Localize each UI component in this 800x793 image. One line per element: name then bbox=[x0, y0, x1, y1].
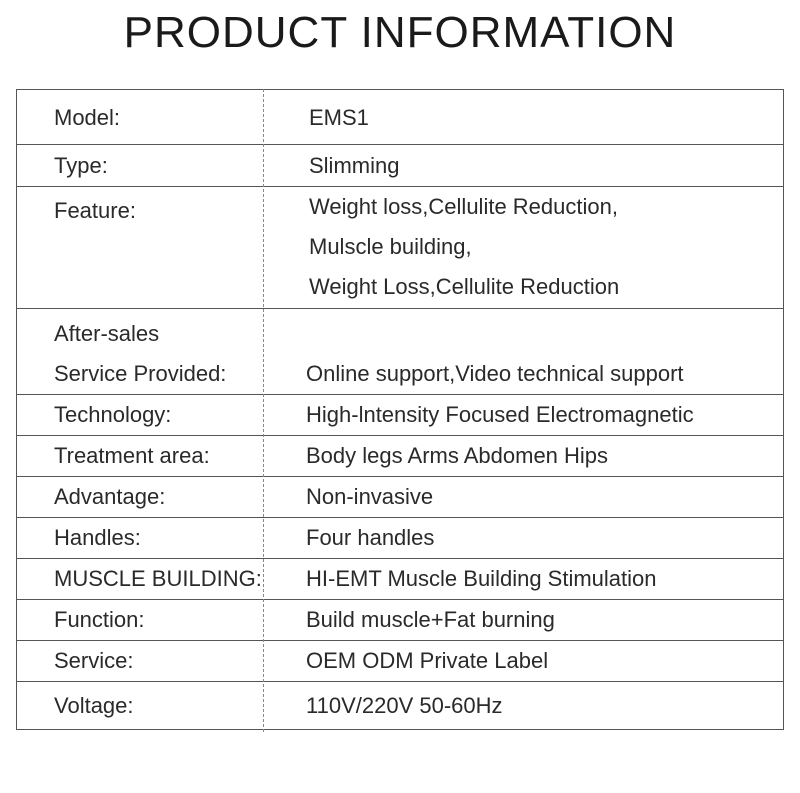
row-label: Feature: bbox=[54, 198, 136, 223]
table-row bbox=[17, 309, 783, 395]
row-label: MUSCLE BUILDING: bbox=[54, 566, 262, 591]
row-value: Body legs Arms Abdomen Hips bbox=[306, 443, 609, 468]
row-label: Type: bbox=[54, 153, 108, 178]
table-row bbox=[17, 395, 783, 436]
table-row bbox=[17, 518, 783, 559]
row-label: Technology: bbox=[54, 402, 172, 427]
table-row bbox=[17, 145, 783, 187]
row-label: After-sales Service Provided: bbox=[54, 321, 227, 386]
row-value: OEM ODM Private Label bbox=[306, 648, 549, 673]
row-value: 110V/220V 50-60Hz bbox=[306, 692, 503, 718]
row-label: Service: bbox=[54, 648, 134, 673]
table-row bbox=[17, 641, 783, 682]
row-label: Voltage: bbox=[54, 692, 134, 718]
column-divider bbox=[263, 89, 264, 732]
row-value: HI-EMT Muscle Building Stimulation bbox=[306, 566, 657, 591]
table-row bbox=[17, 559, 783, 600]
row-label: Handles: bbox=[54, 525, 141, 550]
row-label: Treatment area: bbox=[54, 443, 210, 468]
page-title: PRODUCT INFORMATION bbox=[123, 8, 677, 57]
table-row bbox=[17, 682, 783, 730]
row-value: Weight loss,Cellulite Reduction, Mulscle building, Weight Loss,Cellulite Reduction bbox=[309, 194, 620, 299]
row-value: Non-invasive bbox=[306, 484, 434, 509]
table-row bbox=[17, 187, 783, 309]
table-row bbox=[17, 436, 783, 477]
row-value: Build muscle+Fat burning bbox=[306, 607, 555, 632]
spec-table bbox=[16, 89, 784, 730]
table-row bbox=[17, 477, 783, 518]
row-value: Slimming bbox=[309, 153, 400, 178]
row-value: Online support,Video technical support bbox=[306, 361, 684, 386]
row-value: EMS1 bbox=[309, 105, 369, 130]
table-row bbox=[17, 600, 783, 641]
table-row bbox=[17, 90, 783, 145]
row-value: Four handles bbox=[306, 525, 435, 550]
row-label: Model: bbox=[54, 105, 121, 130]
row-label: Function: bbox=[54, 607, 145, 632]
row-value: High-lntensity Focused Electromagnetic bbox=[306, 402, 694, 427]
row-label: Advantage: bbox=[54, 484, 166, 509]
